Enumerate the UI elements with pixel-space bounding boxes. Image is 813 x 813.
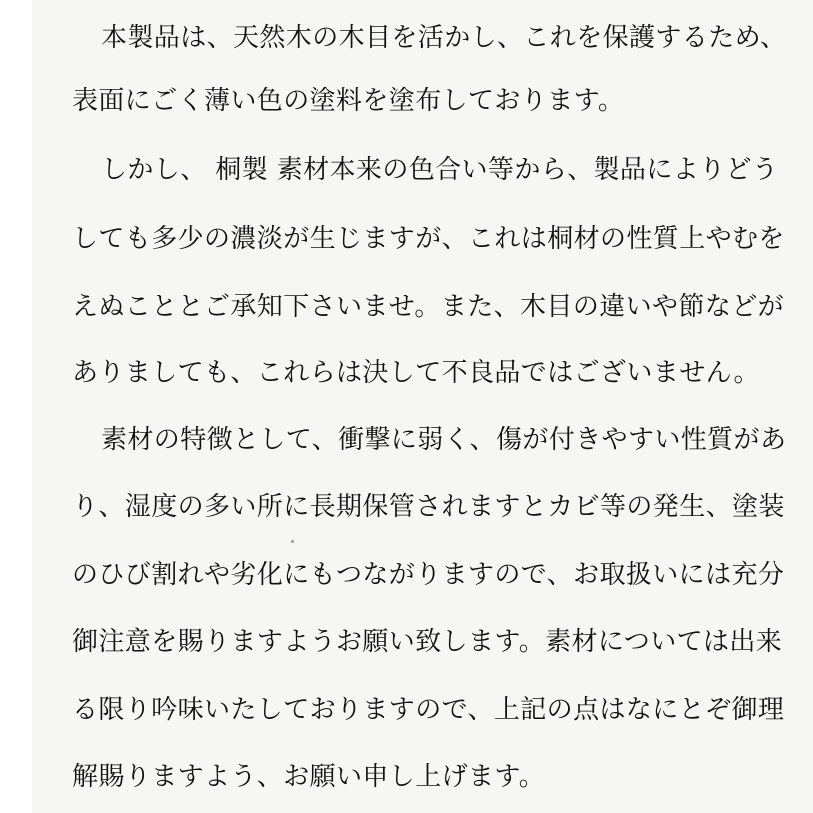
paper-sheet: [32, 0, 813, 813]
text-line-1: 本製品は、天然木の木目を活かし、これを保護するため、: [101, 23, 787, 53]
text-line-12: 解賜りますよう、お願い申し上げます。: [72, 762, 546, 792]
text-line-7: 素材の特徴として、衝撃に弱く、傷が付きやすい性質があ: [101, 425, 787, 455]
text-line-11: る限り吟味いたしておりますので、上記の点はなにとぞ御理: [72, 695, 785, 725]
text-line-2: 表面にごく薄い色の塗料を塗布しております。: [72, 86, 625, 116]
text-line-8: り、湿度の多い所に長期保管されますとカビ等の発生、塗装: [72, 492, 785, 522]
text-line-4: しても多少の濃淡が生じますが、これは桐材の性質上やむを: [72, 224, 785, 254]
scan-speck: [291, 540, 294, 543]
text-line-5: えぬこととご承知下さいませ。また、木目の違いや節などが: [72, 292, 785, 322]
text-line-10: 御注意を賜りますようお願い致します。素材については出来: [72, 627, 783, 657]
text-line-6: ありましても、これらは決して不良品ではございません。: [72, 358, 760, 388]
page-margin: [0, 0, 32, 813]
text-line-9: のひび割れや劣化にもつながりますので、お取扱いには充分: [72, 560, 785, 590]
text-line-3: しかし、 桐製 素材本来の色合い等から、製品によりどう: [101, 155, 779, 185]
